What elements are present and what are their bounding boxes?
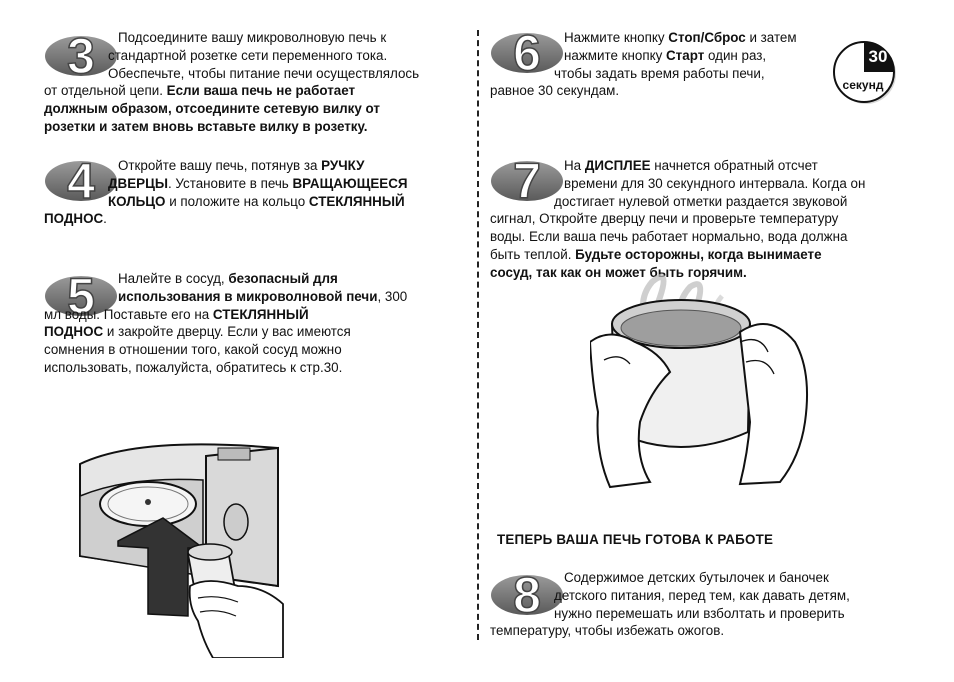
- step-5-text-run: и закройте дверцу. Если у вас имеются: [103, 324, 351, 340]
- step-5-text-run: мл воды. Поставьте его на: [44, 306, 213, 322]
- step-4-text-run: . Установите в печь: [167, 175, 293, 191]
- step-6-text-run: Нажмите кнопку: [564, 30, 669, 45]
- step-4-text-run: и положите на кольцо: [165, 193, 309, 209]
- step-5-text-run: безопасный для: [228, 271, 338, 286]
- step-7-line: [490, 193, 930, 211]
- step-4-text-run: СТЕКЛЯННЫЙ: [308, 193, 405, 209]
- step-3-line: [44, 65, 464, 83]
- step-5-text-run: использовать, пожалуйста, обратитесь к стр.30.: [44, 359, 343, 375]
- step-4-line: [44, 210, 464, 228]
- microwave-illustration: [78, 436, 300, 663]
- step-8-text-run: температуру, чтобы избежать ожогов.: [490, 623, 725, 639]
- step-5-line: [44, 341, 464, 359]
- step-4-text-run: ВРАЩАЮЩЕЕСЯ: [292, 175, 408, 191]
- step-5-line: [44, 306, 464, 324]
- step-7-text-run: времени для 30 секундного интервала. Когда он: [564, 175, 866, 191]
- step-3-line: [44, 47, 464, 65]
- step-5-line: [44, 359, 464, 377]
- step-3-text-run: должным образом, отсоедините сетевую вилку от: [44, 101, 380, 117]
- timer-value: 30: [868, 47, 888, 66]
- step-8-text-run: детского питания, перед тем, как давать детям,: [554, 587, 850, 603]
- step-3-line: [44, 118, 464, 136]
- step-5-number: 5: [67, 273, 95, 319]
- step-8-line: [490, 605, 930, 623]
- step-7-number: 7: [513, 158, 541, 204]
- step-6-number: 6: [513, 30, 541, 76]
- step-7-text-run: сигнал, Откройте дверцу печи и проверьте температуру: [490, 211, 839, 227]
- step-7-text-run: сосуд, так как он может быть горячим.: [490, 264, 747, 280]
- step-4-text: [44, 157, 464, 228]
- step-6-line: [490, 65, 830, 83]
- step-7-text-run: начнется обратный отсчет: [650, 158, 818, 173]
- step-8-line: [490, 587, 930, 605]
- step-4-text-run: ДВЕРЦЫ: [108, 175, 168, 191]
- step-4-line: [44, 175, 464, 193]
- step-5-text-run: использования в микроволновой печи: [118, 288, 378, 304]
- step-7-line: [490, 157, 930, 175]
- step-6-text-run: Старт: [666, 47, 705, 63]
- step-4-line: [44, 193, 464, 211]
- step-6-line: [490, 82, 830, 100]
- step-4-text-run: Откройте вашу печь, потянув за: [118, 158, 322, 173]
- hot-cup-illustration: [590, 272, 820, 497]
- step-6-text-run: и затем: [745, 30, 797, 45]
- step-6-text: [490, 29, 830, 100]
- step-6-text-run: нажмите кнопку: [564, 47, 667, 63]
- timer-unit: секунд: [842, 78, 884, 92]
- step-3-text-run: Обеспечьте, чтобы питание печи осуществлялось: [108, 65, 420, 81]
- step-3-line: [44, 100, 464, 118]
- step-7-text: [490, 157, 930, 282]
- step-4-number: 4: [67, 158, 95, 204]
- step-5-text-run: , 300: [377, 288, 408, 304]
- step-3-number: 3: [67, 33, 95, 79]
- step-7-text-run: Будьте осторожны, когда вынимаете: [575, 246, 822, 262]
- ready-heading: ТЕПЕРЬ ВАША ПЕЧЬ ГОТОВА К РАБОТЕ: [497, 532, 774, 547]
- step-6-line: [490, 47, 830, 65]
- step-5-line: [44, 270, 464, 288]
- step-5-text-run: Налейте в сосуд,: [118, 271, 229, 286]
- step-6-text-run: Стоп/Сброс: [668, 30, 746, 45]
- step-8-line: [490, 622, 930, 640]
- step-8-text-run: Содержимое детских бутылочек и баночек: [564, 570, 829, 585]
- step-4-text-run: РУЧКУ: [321, 158, 365, 173]
- step-7-line: [490, 228, 930, 246]
- step-8-number: 8: [513, 572, 541, 618]
- step-5-text-run: сомнения в отношении того, какой сосуд можно: [44, 342, 342, 358]
- step-7-line: [490, 210, 930, 228]
- step-3-text-run: стандартной розетке сети переменного тока.: [108, 47, 388, 63]
- step-5-text-run: СТЕКЛЯННЫЙ: [212, 306, 309, 322]
- step-5-line: [44, 288, 464, 306]
- step-3-text-run: розетки и затем вновь вставьте вилку в розетку.: [44, 118, 368, 134]
- step-4-text-run: КОЛЬЦО: [108, 193, 166, 209]
- step-3-text-run: Если ваша печь не работает: [166, 83, 356, 99]
- step-8-line: [490, 569, 930, 587]
- step-6-text-run: равное 30 секундам.: [490, 83, 620, 99]
- step-7-line: [490, 246, 930, 264]
- step-3-line: [44, 29, 464, 47]
- step-3-text: [44, 29, 464, 136]
- step-6-text-run: один раз,: [704, 47, 767, 63]
- page-divider: [477, 30, 479, 640]
- step-4-line: [44, 157, 464, 175]
- step-5-text-run: ПОДНОС: [44, 324, 104, 340]
- step-8-text-run: нужно перемешать или взболтать и проверить: [554, 605, 845, 621]
- step-5-line: [44, 323, 464, 341]
- step-3-text-run: от отдельной цепи.: [44, 83, 167, 99]
- step-6-text-run: чтобы задать время работы печи,: [554, 65, 765, 81]
- step-7-text-run: достигает нулевой отметки раздается звуковой: [554, 193, 848, 209]
- step-4-text-run: .: [103, 211, 107, 227]
- step-7-text-run: быть теплой.: [490, 246, 576, 262]
- step-7-text-run: воды. Если ваша печь работает нормально, вода должна: [490, 229, 848, 245]
- step-4-text-run: ПОДНОС: [44, 211, 104, 227]
- step-6-line: [490, 29, 830, 47]
- step-7-text-run: ДИСПЛЕЕ: [584, 158, 651, 173]
- timer-icon: [832, 40, 898, 111]
- step-5-text: [44, 270, 464, 377]
- step-7-text-run: На: [564, 158, 585, 173]
- step-3-line: [44, 82, 464, 100]
- step-3-text-run: Подсоедините вашу микроволновую печь к: [118, 30, 387, 45]
- step-8-text: [490, 569, 930, 640]
- step-7-line: [490, 175, 930, 193]
